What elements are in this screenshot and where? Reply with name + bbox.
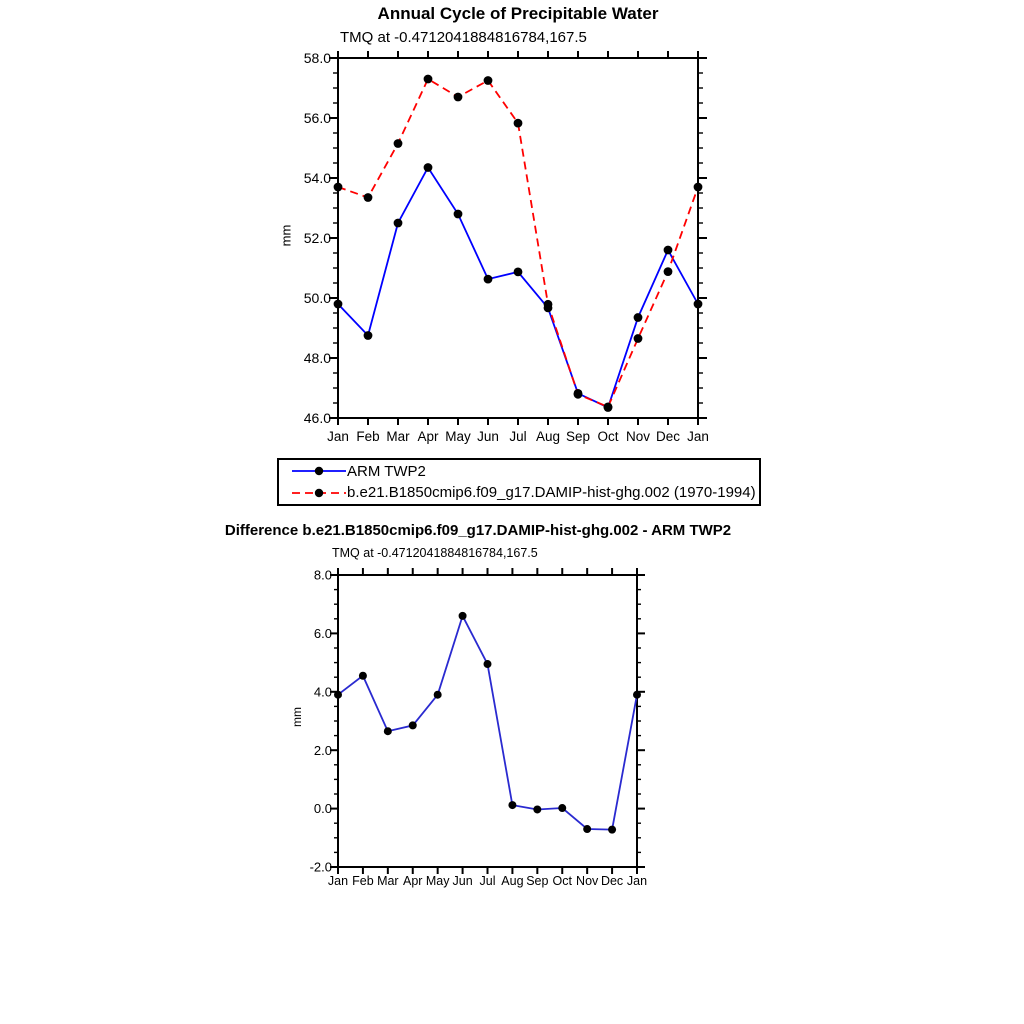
svg-text:52.0: 52.0 <box>303 229 331 246</box>
svg-text:-2.0: -2.0 <box>309 859 332 875</box>
top-chart-x-axis <box>327 51 709 444</box>
diff-chart-subtitle: TMQ at -0.4712041884816784,167.5 <box>332 546 538 560</box>
svg-text:8.0: 8.0 <box>313 567 332 583</box>
top-chart-subtitle: TMQ at -0.4712041884816784,167.5 <box>340 29 587 46</box>
svg-text:Jun: Jun <box>477 429 499 444</box>
svg-text:46.0: 46.0 <box>303 409 331 426</box>
svg-text:Aug: Aug <box>501 874 524 888</box>
diff-chart-markers-0 <box>334 612 641 834</box>
top-chart-series-0 <box>338 168 698 408</box>
svg-text:Jan: Jan <box>687 429 709 444</box>
svg-text:Feb: Feb <box>356 429 380 444</box>
svg-text:Sep: Sep <box>526 874 549 888</box>
legend-swatch-model-line-icon <box>291 487 347 499</box>
svg-text:Apr: Apr <box>403 874 423 888</box>
svg-text:Oct: Oct <box>597 429 619 444</box>
svg-text:Jul: Jul <box>479 874 496 888</box>
svg-text:Jan: Jan <box>327 874 349 888</box>
svg-text:Sep: Sep <box>565 429 591 444</box>
diff-chart-x-axis <box>328 568 647 888</box>
svg-text:0.0: 0.0 <box>313 801 332 817</box>
svg-text:58.0: 58.0 <box>303 49 331 66</box>
top-chart-y-axis-label: mm <box>278 224 294 247</box>
svg-text:Nov: Nov <box>576 874 599 888</box>
svg-text:Jan: Jan <box>327 429 349 444</box>
top-chart-frame <box>338 58 698 418</box>
top-chart-markers-1 <box>334 75 703 412</box>
svg-text:56.0: 56.0 <box>303 109 331 126</box>
svg-text:Mar: Mar <box>377 874 399 888</box>
svg-text:2.0: 2.0 <box>313 742 332 758</box>
svg-text:Mar: Mar <box>386 429 410 444</box>
top-chart-title: Annual Cycle of Precipitable Water <box>377 4 659 23</box>
diff-chart-plot <box>310 568 648 888</box>
svg-text:Jun: Jun <box>452 874 473 888</box>
top-chart-markers-0 <box>334 163 703 412</box>
legend-item-obs <box>279 461 759 481</box>
svg-text:May: May <box>445 429 471 444</box>
diff-chart-y-axis-label: mm <box>290 707 304 727</box>
svg-text:48.0: 48.0 <box>303 349 331 366</box>
legend-item-model <box>279 483 759 503</box>
svg-text:4.0: 4.0 <box>313 684 332 700</box>
svg-text:Jan: Jan <box>626 874 648 888</box>
svg-text:Apr: Apr <box>417 429 439 444</box>
svg-text:6.0: 6.0 <box>313 625 332 641</box>
svg-text:50.0: 50.0 <box>303 289 331 306</box>
legend-label-obs: ARM TWP2 <box>347 462 426 480</box>
svg-text:Feb: Feb <box>352 874 374 888</box>
svg-text:Dec: Dec <box>600 874 624 888</box>
svg-text:Jul: Jul <box>509 429 527 444</box>
legend <box>277 458 761 506</box>
svg-text:May: May <box>425 874 450 888</box>
svg-text:54.0: 54.0 <box>303 169 331 186</box>
diff-chart-title: Difference b.e21.B1850cmip6.f09_g17.DAMIP-hist-ghg.002 - ARM TWP2 <box>224 522 732 539</box>
legend-swatch-obs-line-icon <box>291 465 347 477</box>
svg-text:Nov: Nov <box>625 429 651 444</box>
svg-text:Aug: Aug <box>535 429 561 444</box>
svg-text:Oct: Oct <box>552 874 572 888</box>
top-chart-plot <box>304 50 709 444</box>
legend-label-model: b.e21.B1850cmip6.f09_g17.DAMIP-hist-ghg.002 (1970-1994) <box>347 484 756 502</box>
diff-chart-series-0 <box>338 616 637 830</box>
svg-text:Dec: Dec <box>655 429 681 444</box>
